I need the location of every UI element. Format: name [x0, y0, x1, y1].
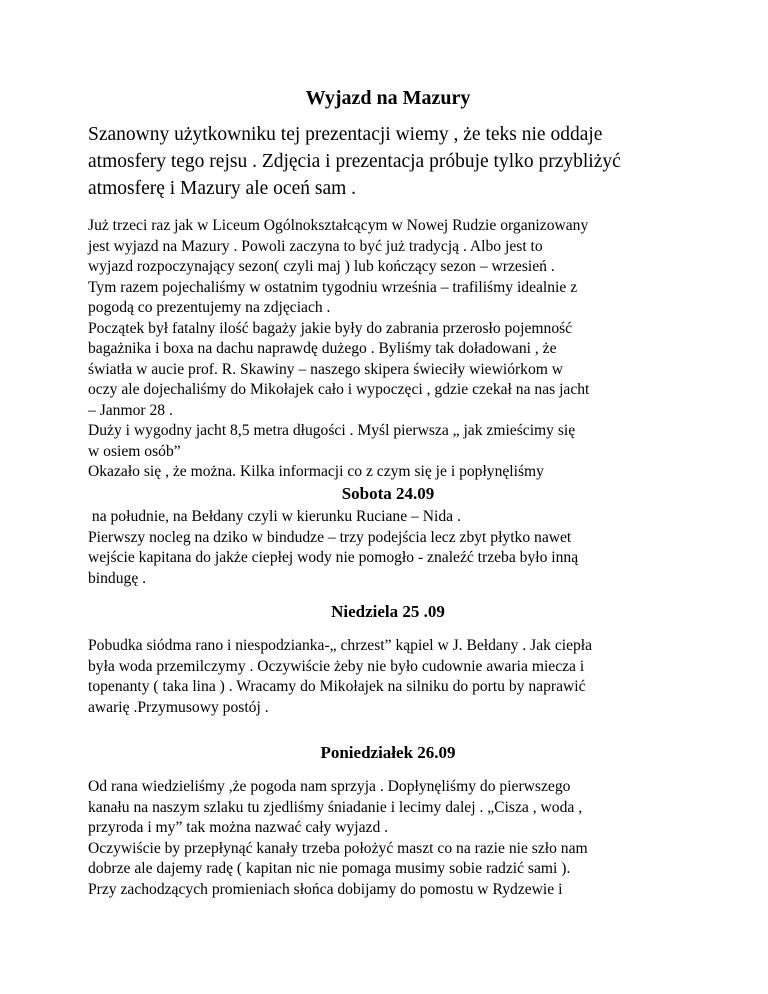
section-line: na południe, na Bełdany czyli w kierunku Ruciane – Nida . — [88, 508, 461, 525]
intro-line: atmosfery tego rejsu . Zdjęcia i prezentacja próbuje tylko przybliżyć — [88, 151, 621, 172]
body-line: bagażnika i boxa na dachu naprawdę dużego . Byliśmy tak doładowani , że — [88, 340, 557, 357]
body-line: pogodą co prezentujemy na zdjęciach . — [88, 299, 331, 316]
body-line: światła w aucie prof. R. Skawiny – naszego skipera świeciły wiewiórkom w — [88, 360, 564, 378]
section-line: Oczywiście by przepłynąć kanały trzeba położyć maszt co na razie nie szło nam — [88, 839, 588, 857]
body-line: oczy ale dojechaliśmy do Mikołajek cało i wypoczęci , gdzie czekał na nas jacht — [88, 381, 590, 398]
body-line: – Janmor 28 . — [88, 401, 173, 419]
section-line: Przy zachodzących promieniach słońca dobijamy do pomostu w Rydzewie i — [88, 880, 563, 898]
section-line: przyroda i my” tak można nazwać cały wyjazd . — [88, 819, 389, 836]
body-line: Okazało się , że można. Kilka informacji co z czym się je i popłynęliśmy — [88, 463, 544, 480]
section-body-poniedzialek — [88, 777, 688, 900]
section-line: topenanty ( taka lina ) . Wracamy do Mikołajek na silniku do portu by naprawić — [88, 678, 586, 695]
section-line: dobrze ale dajemy radę ( kapitan nic nie pomaga musimy sobie radzić sami ). — [88, 860, 571, 877]
section-line: kanału na naszym szlaku tu zjedliśmy śniadanie i lecimy dalej . „Cisza , woda , — [88, 798, 583, 816]
body-line: jest wyjazd na Mazury . Powoli zaczyna to być już tradycją . Albo jest to — [88, 237, 543, 255]
section-line: Od rana wiedzieliśmy ,że pogoda nam sprzyja . Dopłynęliśmy do pierwszego — [88, 778, 571, 795]
body-line: w osiem osób” — [88, 442, 181, 460]
section-heading-poniedzialek: Poniedziałek 26.09 — [320, 743, 456, 762]
section-heading-niedziela: Niedziela 25 .09 — [331, 602, 445, 621]
body-line: Początek był fatalny ilość bagaży jakie były do zabrania przerosło pojemność — [88, 319, 573, 337]
intro-paragraph — [88, 121, 688, 202]
document-title: Wyjazd na Mazury — [305, 87, 471, 109]
body-line: Duży i wygodny jacht 8,5 metra długości . Myśl pierwsza „ jak zmieścimy się — [88, 422, 576, 439]
body-line: Już trzeci raz jak w Liceum Ogólnokształcącym w Nowej Rudzie organizowany — [88, 217, 589, 234]
section-body-niedziela — [88, 636, 688, 718]
body-line: Tym razem pojechaliśmy w ostatnim tygodniu września – trafiliśmy idealnie z — [88, 278, 578, 296]
section-line: Pobudka siódma rano i niespodzianka-„ chrzest” kąpiel w J. Bełdany . Jak ciepła — [88, 637, 593, 654]
section-line: Pierwszy nocleg na dziko w bindudze – trzy podejścia lecz zbyt płytko nawet — [88, 528, 572, 546]
body-line: wyjazd rozpoczynający sezon( czyli maj ) lub kończący sezon – wrzesień . — [88, 258, 555, 275]
section-line: awarię .Przymusowy postój . — [88, 698, 269, 716]
main-paragraph — [88, 216, 688, 483]
intro-line: atmosferę i Mazury ale oceń sam . — [88, 178, 357, 199]
section-line: bindugę . — [88, 569, 147, 587]
section-heading-sobota: Sobota 24.09 — [341, 484, 435, 503]
intro-line: Szanowny użytkowniku tej prezentacji wiemy , że teks nie oddaje — [88, 124, 603, 145]
section-line: wejście kapitana do jakże ciepłej wody nie pomogło - znaleźć trzeba było inną — [88, 549, 579, 566]
section-line: była woda przemilczymy . Oczywiście żeby nie było cudownie awaria miecza i — [88, 657, 585, 675]
section-body-sobota — [88, 507, 688, 589]
